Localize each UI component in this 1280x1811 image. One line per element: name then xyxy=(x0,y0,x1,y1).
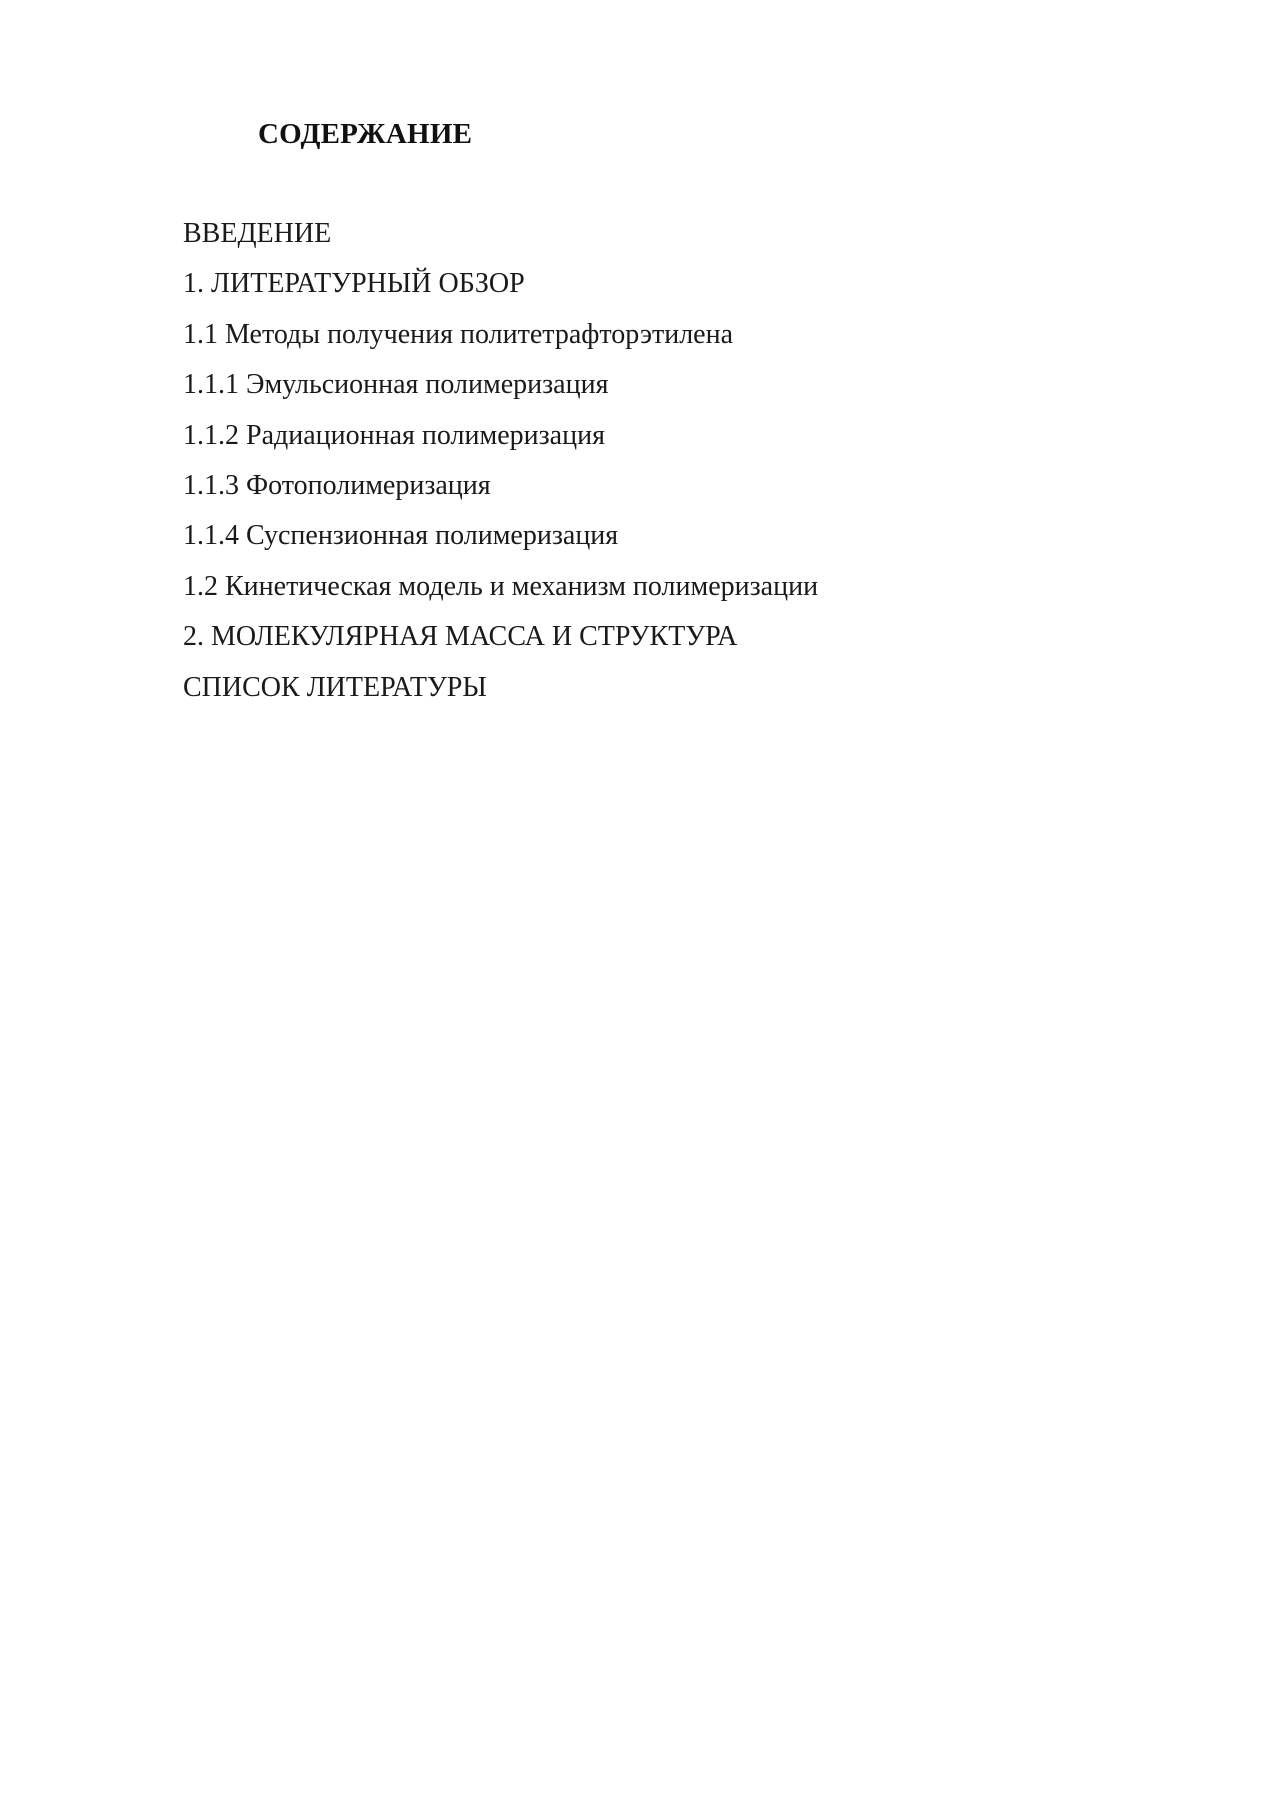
toc-item-1-2: 1.2 Кинетическая модель и механизм полимеризации xyxy=(183,570,819,602)
toc-item-introduction: ВВЕДЕНИЕ xyxy=(183,218,332,249)
toc-item-literature-review: 1. ЛИТЕРАТУРНЫЙ ОБЗОР xyxy=(183,268,525,300)
toc-item-section-2: 2. МОЛЕКУЛЯРНАЯ МАССА И СТРУКТУРА xyxy=(183,621,738,653)
toc-item-references: СПИСОК ЛИТЕРАТУРЫ xyxy=(183,671,487,703)
toc-item-1-1-3: 1.1.3 Фотополимеризация xyxy=(183,469,491,501)
page-title: СОДЕРЖАНИЕ xyxy=(258,118,473,150)
toc-item-1-1-1: 1.1.1 Эмульсионная полимеризация xyxy=(183,369,609,401)
table-of-contents xyxy=(183,209,818,713)
toc-item-1-1-2: 1.1.2 Радиационная полимеризация xyxy=(183,419,605,451)
toc-item-1-1-4: 1.1.4 Суспензионная полимеризация xyxy=(183,520,619,552)
toc-item-1-1: 1.1 Методы получения политетрафторэтилена xyxy=(183,318,734,350)
